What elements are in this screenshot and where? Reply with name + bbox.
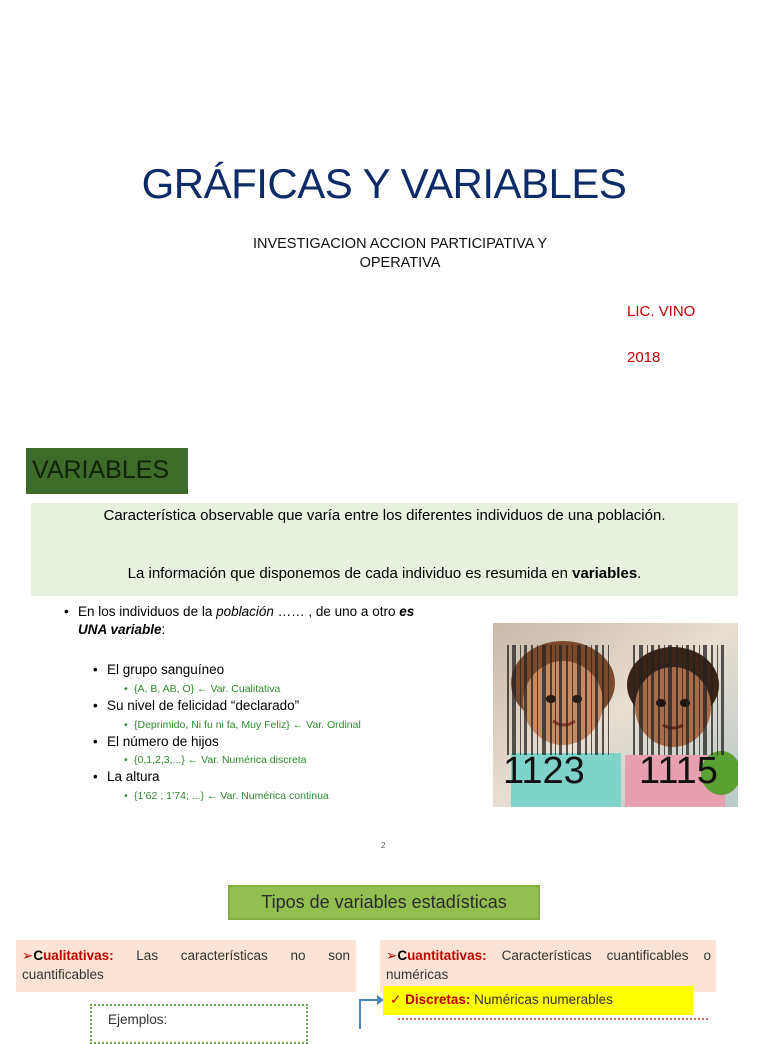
barcode-number-left: 1123 xyxy=(503,750,585,792)
variables-heading: VARIABLES xyxy=(26,448,188,494)
quantitative-description: Características cuantificables o numéricas xyxy=(386,948,711,982)
quantitative-label: uantitativas: xyxy=(407,948,487,963)
list-item-example: • {0,1,2,3,...} ← Var. Numérica discreta xyxy=(124,754,307,766)
list-item-example-text: {1’62 ; 1’74; ...} ← Var. Numérica continua xyxy=(134,790,329,802)
list-item-example: • {Deprimido, Ni fu ni fa, Muy Feliz} ← Var. Ordinal xyxy=(124,719,361,731)
author-name: LIC. VINO xyxy=(627,303,696,320)
intro-italic: población xyxy=(216,604,274,619)
intro-mid: …… , de uno a otro xyxy=(273,604,400,619)
barcode-number-right: 1115 xyxy=(639,750,718,792)
discrete-label: Discretas: xyxy=(405,992,471,1007)
list-item-example: • {A, B, AB, O} ← Var. Cualitativa xyxy=(124,683,281,695)
connector-line xyxy=(359,999,379,1001)
definition-line-2-bold: variables xyxy=(572,565,638,582)
intro-bold-1: es xyxy=(399,604,415,619)
list-item-blood-group xyxy=(93,662,224,677)
slide-number: 2 xyxy=(381,841,386,850)
list-item-example-text: {A, B, AB, O} ← Var. Cualitativa xyxy=(134,683,281,695)
check-icon: ✓ xyxy=(390,992,402,1007)
connector-line xyxy=(359,999,361,1029)
variable-types-title: Tipos de variables estadísticas xyxy=(228,885,540,920)
list-item-label: Su nivel de felicidad “declarado” xyxy=(107,698,300,713)
definition-line-2-text: La información que disponemos de cada individuo es resumida en xyxy=(127,565,573,582)
qualitative-label: ualitativas: xyxy=(43,948,114,963)
arrow-icon: ➢ xyxy=(22,948,34,963)
list-item-height xyxy=(93,769,160,784)
subtitle-line-1: INVESTIGACION ACCION PARTICIPATIVA Y xyxy=(252,236,548,252)
list-item-children xyxy=(93,734,219,749)
presentation-year: 2018 xyxy=(627,349,661,366)
intro-bullet xyxy=(64,603,474,639)
subtitle-line-2: OPERATIVA xyxy=(359,255,441,271)
presentation-title: GRÁFICAS Y VARIABLES xyxy=(141,160,627,207)
intro-end: : xyxy=(161,622,166,637)
qualitative-description: Las características no son cuantificables xyxy=(22,948,350,982)
list-item-example-text: {0,1,2,3,...} ← Var. Numérica discreta xyxy=(134,754,307,766)
quantitative-text xyxy=(386,946,711,984)
examples-label: Ejemplos: xyxy=(108,1012,168,1027)
list-item-happiness xyxy=(93,698,299,713)
discrete-text xyxy=(390,992,613,1008)
qualitative-text xyxy=(22,946,350,984)
list-item-example-text: {Deprimido, Ni fu ni fa, Muy Feliz} ← Var. Ordinal xyxy=(134,719,361,731)
definition-line-2 xyxy=(31,565,738,582)
arrow-icon: ➢ xyxy=(386,948,398,963)
bullet-icon: • xyxy=(93,662,98,677)
children-barcode-photo xyxy=(493,623,738,807)
list-item-example: • {1’62 ; 1’74; ...} ← Var. Numérica continua xyxy=(124,790,329,802)
bullet-icon: • xyxy=(64,604,69,619)
quantitative-first-letter: C xyxy=(397,948,408,963)
discrete-description: Numéricas numerables xyxy=(470,992,613,1007)
intro-bold-2: UNA variable xyxy=(78,622,162,637)
definition-line-2-end: . xyxy=(637,565,642,582)
intro-text: En los individuos de la xyxy=(78,604,217,619)
bullet-icon: • xyxy=(93,769,98,784)
bullet-icon: • xyxy=(93,698,98,713)
continuous-box-edge xyxy=(398,1018,708,1028)
list-item-label: La altura xyxy=(107,769,160,784)
photo-illustration xyxy=(493,623,738,807)
list-item-label: El grupo sanguíneo xyxy=(107,662,225,677)
presentation-subtitle xyxy=(220,235,580,273)
bullet-icon: • xyxy=(93,734,98,749)
qualitative-first-letter: C xyxy=(33,948,44,963)
definition-line-1: Característica observable que varía entre los diferentes individuos de una población. xyxy=(103,507,666,524)
list-item-label: El número de hijos xyxy=(107,734,219,749)
